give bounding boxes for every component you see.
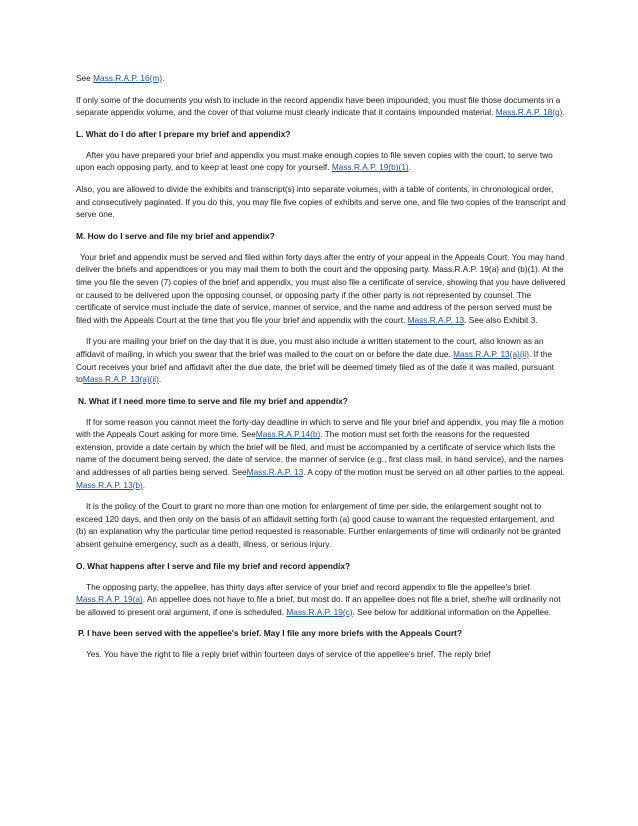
text-span: . An appellee does not have to file a brief, but most do. If an appellee does not file a brief, she/he will ordinarily not be allowed to present oral argument, if one is scheduled. [76, 594, 561, 617]
text-span: . [142, 479, 146, 490]
citation-link[interactable]: Mass.R.A.P. 13 [246, 467, 304, 478]
citation-link[interactable]: Mass.R.A.P. 13(b) [76, 479, 143, 490]
text-span: If for some reason you cannot meet the forty-day deadline in which to serve and file your brief and appendix, you may file a motion with the Appeals Court asking for more time. See [76, 416, 564, 440]
text-span: . [408, 162, 412, 173]
paragraph-L-copies [76, 149, 566, 174]
text-span: . [562, 107, 565, 118]
citation-link[interactable]: Mass.R.A.P. 18(g) [495, 107, 563, 118]
citation-link[interactable]: Mass.R.A.P.14(b) [255, 429, 321, 440]
text-span: . See below for additional information on the Appellee. [352, 606, 551, 617]
text-span: . See also Exhibit 3. [464, 314, 538, 325]
citation-link[interactable]: Mass.R.A.P. 16(m) [93, 73, 163, 83]
paragraph-M-mailing [76, 335, 566, 385]
paragraph-P-reply: Yes. You have the right to file a reply brief within fourteen days of service of the appellee's brief. The reply brief [86, 649, 491, 660]
citation-link[interactable]: Mass.R.A.P. 19(a) [76, 594, 143, 605]
text-span: . If the Court receives your brief and affidavit after the due date, the brief will be deemed timely filed as of the date it was mailed, pursuant to [76, 348, 555, 385]
paragraph-see-reference [76, 72, 566, 85]
section-heading-P: P. I have been served with the appellee's brief. May I file any more briefs with the Appeals Court? [78, 628, 463, 639]
text-span: See [76, 73, 94, 83]
section-heading-N: N. What if I need more time to serve and file my brief and appendix? [78, 395, 348, 406]
paragraph-N-motion [76, 416, 566, 492]
text-span: . [158, 374, 162, 385]
text-span: If you are mailing your brief on the day that it is due, you must also include a written statement to the court, also known as an affidavit of mailing, in which you swear that the brief was mailed to the court on or before the date due. [76, 336, 544, 359]
text-span: Your brief and appendix must be served and filed within forty days after the entry of your appeal in the Appeals Court. You may hand deliver the briefs and appendices or you may mail them to both the court and the opposing party. Mass.R.A.P. 19(a) and (b)(1). At the time you file the seven (7) copies of the brief and appendix, you must also file a certificate of service, showing that you have delivered or caused to be delivered upon the opposing counsel, or opposing party if the other party is not represented by counsel. The certificate of service must include the date of service, manner of service, and the name and address of the person served must be filed with the Appeals Court at the time that you file your brief and appendix with the court. [76, 251, 566, 325]
document-page [76, 72, 566, 670]
citation-link[interactable]: Mass.R.A.P. 19(b)(1) [331, 162, 409, 173]
paragraph-O-appellee [76, 581, 566, 619]
section-heading-M: M. How do I serve and file my brief and appendix? [76, 230, 275, 241]
paragraph-L-volumes: Also, you are allowed to divide the exhibits and transcript(s) into separate volumes, with a table of contents, in chronological order, and consecutively paginated. If you do this, you may file five copies of exhibits and serve one, and file two copies of the transcript and serve one. [76, 183, 566, 220]
text-span: . A copy of the motion must be served on all other parties to the appeal. [303, 467, 565, 478]
citation-link[interactable]: Mass.R.A.P. 13(a)(ii) [82, 374, 159, 385]
section-heading-O: O. What happens after I serve and file my brief and record appendix? [76, 560, 351, 571]
citation-link[interactable]: Mass.R.A.P. 13 [407, 314, 465, 325]
citation-link[interactable]: Mass.R.A.P. 13(a)(ii) [453, 348, 530, 359]
paragraph-impounded [76, 94, 566, 119]
citation-link[interactable]: Mass.R.A.P. 19(c) [286, 606, 353, 617]
text-span: . [162, 73, 165, 83]
text-span: . The motion must set forth the reasons for the requested extension, provide a date certain by which the brief will be filed, and must be accompanied by a certificate of service which lists the name of the document being served, the date of service, the manner of service (e.g., first class mail, in hand service), and the names and addresses of all parties being served. See [76, 429, 564, 478]
text-span: After you have prepared your brief and appendix you must make enough copies to file seven copies with the court, to serve two upon each opposing party, and to keep at least one copy for yourself. [76, 149, 553, 173]
paragraph-N-policy: It is the policy of the Court to grant no more than one motion for enlargement of time per side, the enlargement sought not to exceed 120 days, and then only on the basis of an affidavit setting forth (a) good cause to warrant the requested enlargement, and (b) an explanation why the particular time period requested is reasonable. Further enlargements of time will ordinarily not be granted absent genuine emergency, such as a death, illness, or serious injury. [76, 501, 561, 550]
section-heading-L: L. What do I do after I prepare my brief and appendix? [76, 128, 291, 139]
text-span: The opposing party, the appellee, has thirty days after service of your brief and record appendix to file the appellee's brief. [86, 581, 533, 592]
text-span: If only some of the documents you wish to include in the record appendix have been impounded, you must file those documents in a separate appendix volume, and the cover of that volume must clearly indicate that it contains impounded material. [76, 94, 561, 118]
paragraph-M-serve-file [76, 251, 566, 327]
